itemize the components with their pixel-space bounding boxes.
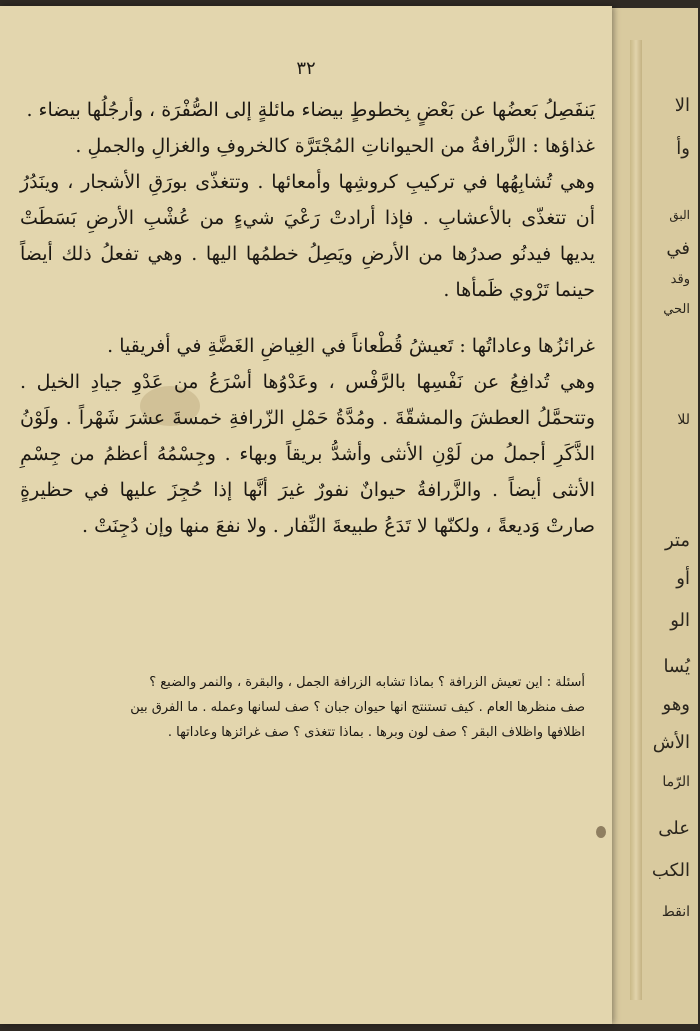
question-line: اظلافها واظلاف البقر ؟ صف لون وبرها . بماذا تتغذى ؟ صف غرائزها وعاداتها .	[167, 725, 585, 740]
section-heading-food: غذاؤها : الزَّرافةُ من الحيواناتِ المُجْتَرَّة كالخروفِ والغزالِ والجملِ .	[75, 135, 595, 157]
questions-label: أسئلة :	[546, 675, 585, 690]
section-heading-habits: غرائزُها وعاداتُها : تَعيشُ قُطْعاناً في الغِياضِ الغَضَّةِ في أفريقيا .	[107, 335, 595, 357]
margin-fragment: الأش	[652, 732, 690, 753]
main-page	[0, 6, 612, 1024]
margin-fragment: في	[666, 238, 690, 259]
question-line: اين تعيش الزرافة ؟ بماذا تشابه الزرافة الجمل ، والبقرة ، والنمر والضبع ؟	[149, 675, 543, 690]
margin-fragment: انقط	[661, 904, 690, 920]
margin-fragment: الو	[670, 610, 690, 631]
margin-fragment: الرّما	[662, 774, 690, 790]
body-paragraph: يَنفَصِلُ بَعضُها عن بَعْضٍ بِخطوطٍ بيضاء مائلةٍ إلى الصُّفْرَة ، وأرجُلُها بيضاء .	[26, 99, 595, 121]
margin-fragment: الا	[674, 95, 690, 116]
body-paragraph: وهي تُشابِهُها في تركيبِ كروشِها وأمعائها . وتتغذّى بورَقِ الأشجار ، وينَدُرُ أن تتغذّى بالأعشابِ . فإذا أرادتْ رَعْيَ شيءٍ من عُشْبِ الأرضِ بَسَطَتْ يديها فيدنُو صدرُها من الأرضِ ويَصِلُ خطمُها اليها . وهي تفعلُ ذلك أيضاً حينما تَرْوي ظَمأها .	[20, 171, 595, 301]
margin-fragment: يُسا	[663, 656, 690, 677]
margin-fragment: أو	[676, 568, 690, 589]
margin-fragment: وهو	[662, 694, 690, 715]
margin-fragment: على	[658, 818, 690, 839]
margin-fragment: للا	[677, 412, 690, 428]
questions-block	[30, 670, 585, 745]
page-number: ٣٢	[296, 58, 316, 79]
margin-fragment: الحي	[663, 302, 690, 317]
facing-page-text-fragments	[640, 90, 696, 950]
paper-spot	[596, 826, 606, 838]
margin-fragment: وقد	[670, 272, 690, 287]
margin-fragment: البق	[669, 208, 690, 222]
margin-fragment: وأ	[676, 138, 690, 159]
body-text	[20, 92, 595, 544]
margin-fragment: متر	[664, 530, 690, 551]
body-paragraph: وهي تُدافِعُ عن نَفْسِها بالرَّفْس ، وعَدْوُها أسْرَعُ من عَدْوِ جيادِ الخيل . وتتحمَّلُ العطشَ والمشقّةَ . ومُدَّةُ حَمْلِ الزّرافةِ خمسةَ عشرَ شَهْراً . ولَوْنُ الذَّكَرِ أجملُ من لَوْنِ الأنثى وأشدُّ بريقاً وبهاء . وجِسْمُهُ أعظمُ من جِسْمِ الأنثى أيضاً . والزَّرافةُ حيوانٌ نفورٌ غيرَ أنَّها إذا حُجِزَ عليها في حظيرةٍ صارتْ وَديعةً ، ولكنّها لا تَدَعُ طبيعةَ النِّفار . ولا نفعَ منها وإن دُجِنَتْ .	[20, 371, 595, 537]
margin-fragment: الكب	[651, 860, 690, 881]
question-line: صف منظرها العام . كيف تستنتج انها حيوان جبان ؟ صف لسانها وعمله . ما الفرق بين	[130, 700, 585, 715]
